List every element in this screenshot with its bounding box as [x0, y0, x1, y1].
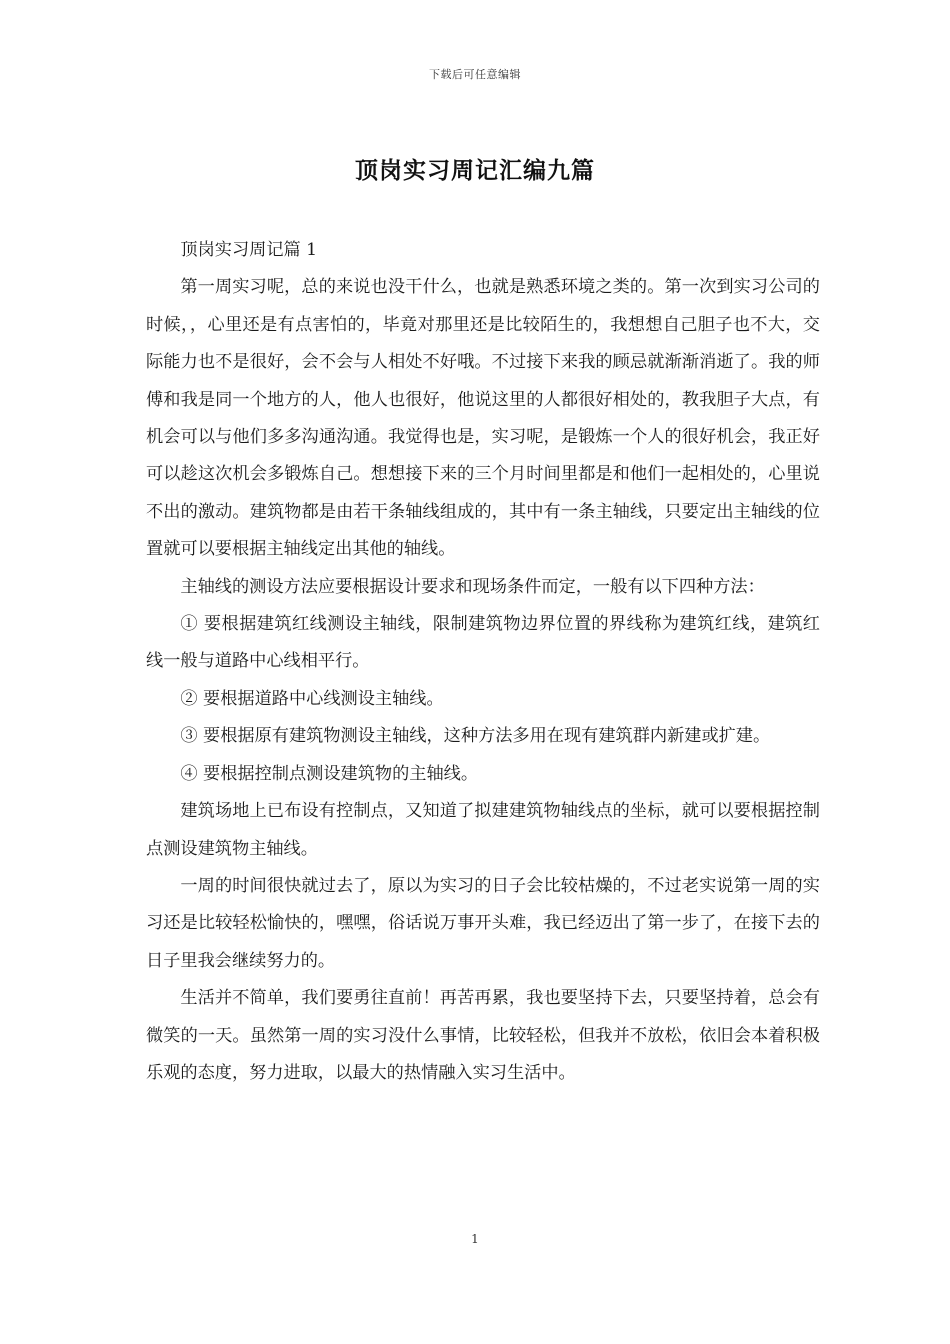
- paragraph: 主轴线的测设方法应要根据设计要求和现场条件而定，一般有以下四种方法：: [180, 576, 765, 597]
- document-body: [146, 232, 820, 1092]
- paragraph: 第一周实习呢，总的来说也没干什么，也就是熟悉环境之类的。第一次到实习公司的时候，，心里还是有点害怕的，毕竟对那里还是比较陌生的，我想想自己胆子也不大，交际能力也不是很好，会不会与人相处不好哦。不过接下来我的顾忌就渐渐消逝了。我的师傅和我是同一个地方的人，他人也很好，他说这里的人都很好相处的，教我胆子大点，有机会可以与他们多多沟通沟通。我觉得也是，实习呢，是锻炼一个人的很好机会，我正好可以趁这次机会多锻炼自己。想想接下来的三个月时间里都是和他们一起相处的，心里说不出的激动。建筑物都是由若干条轴线组成的，其中有一条主轴线，只要定出主轴线的位置就可以要根据主轴线定出其他的轴线。: [146, 277, 820, 560]
- list-item: ② 要根据道路中心线测设主轴线。: [180, 688, 444, 709]
- list-item: ① 要根据建筑红线测设主轴线，限制建筑物边界位置的界线称为建筑红线，建筑红线一般与道路中心线相平行。: [146, 614, 820, 672]
- section-heading: 顶岗实习周记篇 1: [180, 240, 318, 260]
- paragraph: 生活并不简单，我们要勇往直前！再苦再累，我也要坚持下去，只要坚持着，总会有微笑的一天。虽然第一周的实习没什么事情，比较轻松，但我并不放松，依旧会本着积极乐观的态度，努力进取，以最大的热情融入实习生活中。: [146, 988, 820, 1083]
- header-note: 下载后可任意编辑: [429, 68, 521, 81]
- paragraph: 一周的时间很快就过去了，原以为实习的日子会比较枯燥的，不过老实说第一周的实习还是比较轻松愉快的，嘿嘿，俗话说万事开头难，我已经迈出了第一步了，在接下去的日子里我会继续努力的。: [146, 875, 820, 971]
- page-number: 1: [471, 1232, 479, 1246]
- paragraph: 建筑场地上已布设有控制点，又知道了拟建建筑物轴线点的坐标，就可以要根据控制点测设建筑物主轴线。: [146, 801, 820, 859]
- list-item: ③ 要根据原有建筑物测设主轴线，这种方法多用在现有建筑群内新建或扩建。: [180, 726, 771, 747]
- document-title: 顶岗实习周记汇编九篇: [355, 157, 595, 184]
- list-item: ④ 要根据控制点测设建筑物的主轴线。: [180, 763, 479, 784]
